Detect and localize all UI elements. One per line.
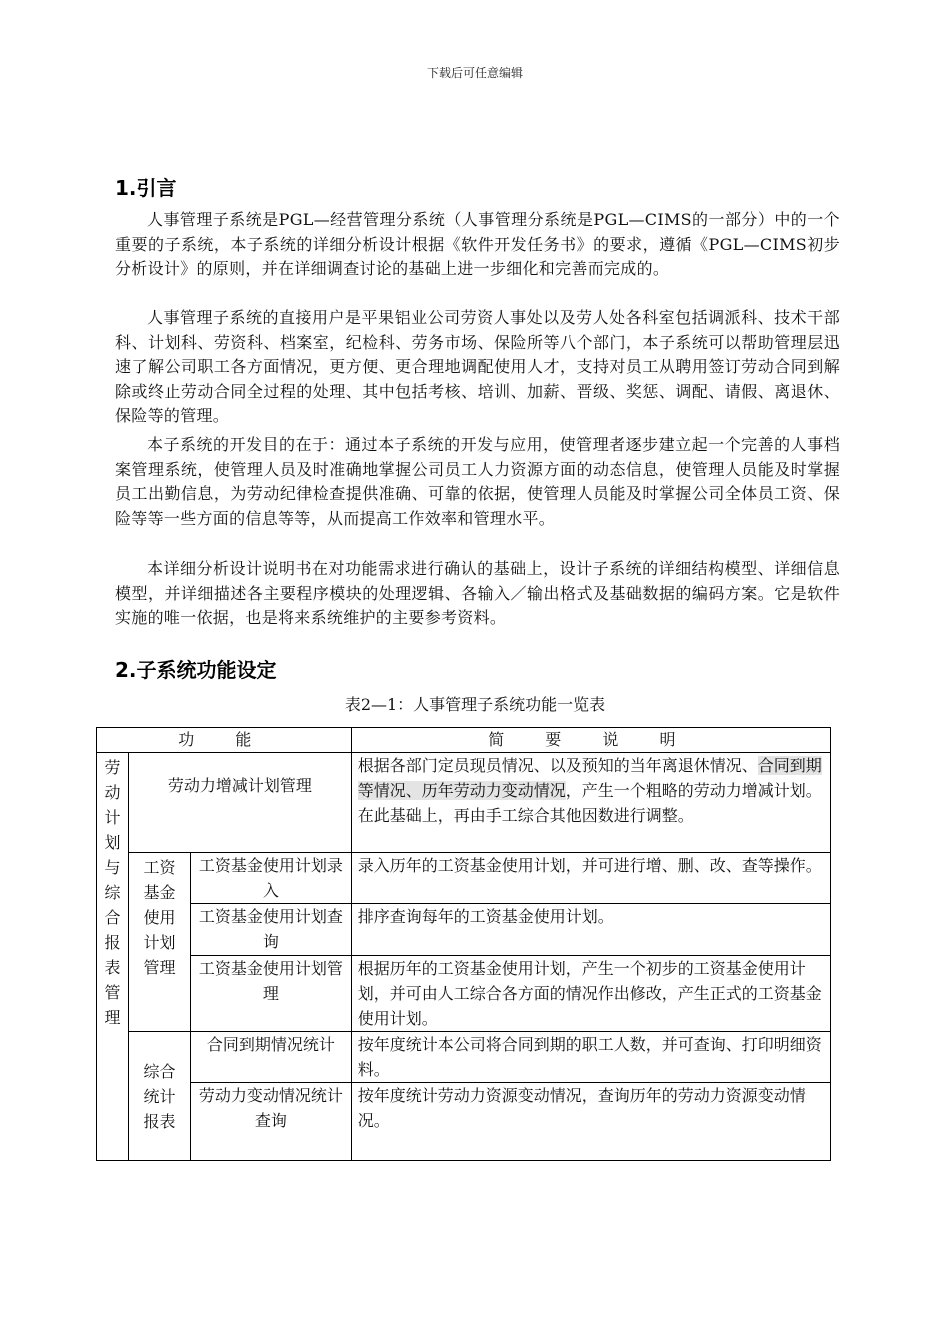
- section-1-paragraph-3: 本子系统的开发目的在于：通过本子系统的开发与应用，使管理者逐步建立起一个完善的人事档案管理系统，使管理人员及时准确地掌握公司员工人力资源方面的动态信息，使管理人员能及时掌握员工出勤信息，为劳动纪律检查提供准确、可靠的依据，使管理人员能及时掌握公司全体员工资、保险等等一些方面的信息等等，从而提高工作效率和管理水平。: [115, 435, 840, 528]
- section-2-title: 2.子系统功能设定: [115, 658, 277, 682]
- function-description: 录入历年的工资基金使用计划，并可进行增、删、改、查等操作。: [351, 853, 830, 904]
- function-table: [96, 727, 831, 1161]
- table-row: [97, 904, 831, 956]
- table-row: [97, 1083, 831, 1161]
- group-wage-label: 工资基金使用计划管理: [128, 853, 190, 1032]
- function-name: 工资基金使用计划录入: [190, 853, 351, 904]
- page-header-note: 下载后可任意编辑: [426, 66, 523, 80]
- table-row: [97, 753, 831, 853]
- section-1-paragraph-1: 人事管理子系统是PGL—经营管理分系统（人事管理分系统是PGL—CIMS的一部分）中的一个重要的子系统，本子系统的详细分析设计根据《软件开发任务书》的要求，遵循《PGL—CIMS初步分析设计》的原则，并在详细调查讨论的基础上进一步细化和完善而完成的。: [115, 210, 840, 278]
- function-name: 合同到期情况统计: [190, 1032, 351, 1083]
- function-name: 工资基金使用计划管理: [190, 956, 351, 1032]
- header-description: 简 要 说 明: [351, 728, 830, 753]
- table-caption: 表2—1：人事管理子系统功能一览表: [344, 695, 606, 714]
- highlighted-text: 合同到期等情况、历年劳动力变动情况: [357, 756, 822, 800]
- function-description: 根据各部门定员现员情况、以及预知的当年离退休情况、合同到期等情况、历年劳动力变动情况，产生一个粗略的劳动力增减计划。在此基础上，再由手工综合其他因数进行调整。: [351, 753, 830, 853]
- function-description: 排序查询每年的工资基金使用计划。: [351, 904, 830, 956]
- group-stats-label: 综合统计报表: [128, 1032, 190, 1161]
- table-header-row: [97, 728, 831, 753]
- section-1-paragraph-4: 本详细分析设计说明书在对功能需求进行确认的基础上，设计子系统的详细结构模型、详细信息模型，并详细描述各主要程序模块的处理逻辑、各输入／输出格式及基础数据的编码方案。它是软件实施的唯一依据，也是将来系统维护的主要参考资料。: [115, 559, 840, 627]
- table-row: [97, 1032, 831, 1083]
- table-row: [97, 853, 831, 904]
- function-name: 劳动力增减计划管理: [128, 753, 351, 853]
- section-1-title: 1.引言: [115, 176, 177, 200]
- function-name: 劳动力变动情况统计查询: [190, 1083, 351, 1161]
- group-main-label: 劳动计划与综合报表管理: [97, 753, 129, 1161]
- function-description: 按年度统计劳动力资源变动情况，查询历年的劳动力资源变动情况。: [351, 1083, 830, 1161]
- function-name: 工资基金使用计划查询: [190, 904, 351, 956]
- function-description: 根据历年的工资基金使用计划，产生一个初步的工资基金使用计划，并可由人工综合各方面的情况作出修改，产生正式的工资基金使用计划。: [351, 956, 830, 1032]
- header-function: 功 能: [97, 728, 352, 753]
- section-1-paragraph-2: 人事管理子系统的直接用户是平果铝业公司劳资人事处以及劳人处各科室包括调派科、技术干部科、计划科、劳资科、档案室，纪检科、劳务市场、保险所等八个部门，本子系统可以帮助管理层迅速了解公司职工各方面情况，更方便、更合理地调配使用人才，支持对员工从聘用签订劳动合同到解除或终止劳动合同全过程的处理、其中包括考核、培训、加薪、晋级、奖惩、调配、请假、离退休、保险等的管理。: [115, 308, 840, 425]
- table-row: [97, 956, 831, 1032]
- function-description: 按年度统计本公司将合同到期的职工人数，并可查询、打印明细资料。: [351, 1032, 830, 1083]
